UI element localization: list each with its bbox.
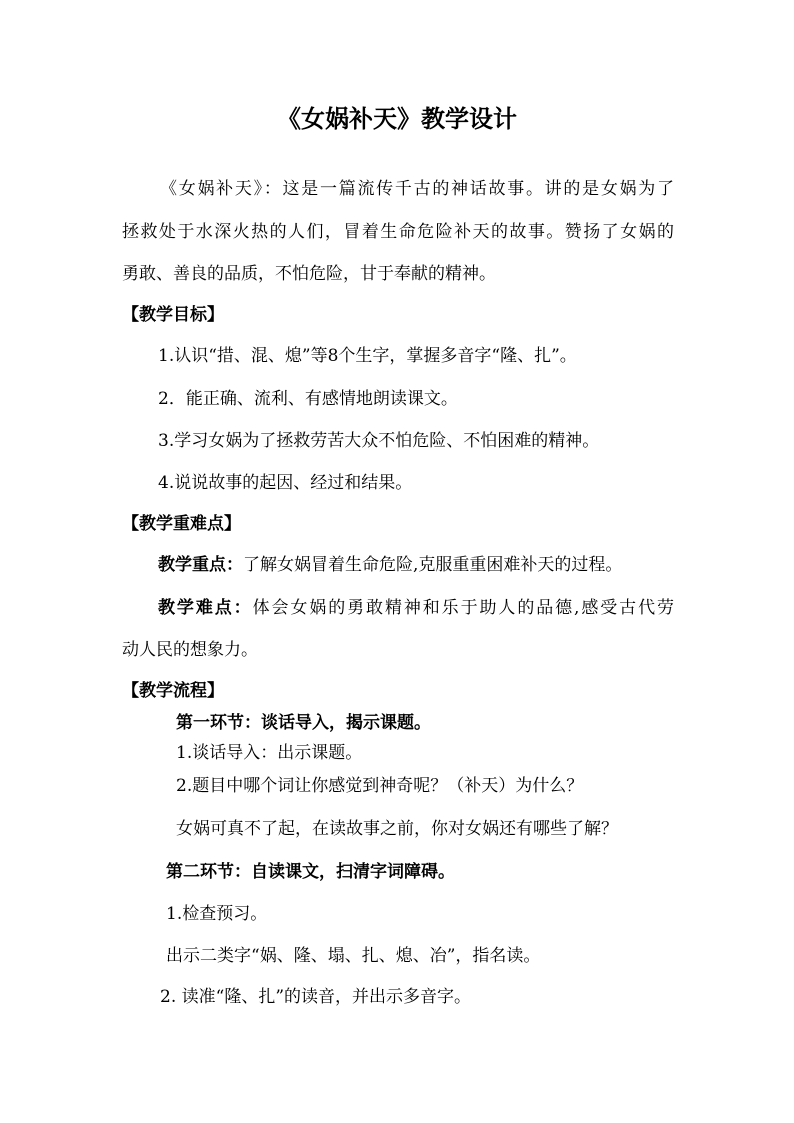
keypoints-heading: 【教学重难点】	[122, 514, 241, 534]
focus-label: 教学重点：	[158, 555, 243, 575]
difficulty-line-1	[158, 597, 674, 619]
document-title: 《女娲补天》教学设计	[277, 104, 517, 133]
step1-item-3: 女娲可真不了起，在读故事之前，你对女娲还有哪些了解？	[176, 819, 618, 839]
intro-line-2: 拯救处于水深火热的人们，冒着生命危险补天的故事。赞扬了女娲的	[122, 222, 674, 242]
step1-title: 第一环节：谈话导入，揭示课题。	[176, 713, 431, 733]
goal-item-4: 4.说说故事的起因、经过和结果。	[158, 473, 413, 493]
goal-item-1: 1.认识“措、混、熄”等8个生字，掌握多音字“隆、扎”。	[158, 346, 577, 366]
focus-text: 了解女娲冒着生命危险,克服重重困难补天的过程。	[243, 555, 623, 575]
goal-item-3: 3.学习女娲为了拯救劳苦大众不怕危险、不怕困难的精神。	[158, 431, 600, 451]
process-heading: 【教学流程】	[122, 681, 224, 701]
goals-heading: 【教学目标】	[122, 305, 224, 325]
step2-item-1: 1.检查预习。	[166, 904, 268, 924]
step2-item-3: 2. 读准“隆、扎”的读音，并出示多音字。	[160, 987, 472, 1007]
step1-item-1: 1.谈话导入：出示课题。	[176, 743, 363, 763]
step2-item-2: 出示二类字“娲、隆、塌、扎、熄、冶”，指名读。	[166, 946, 541, 966]
step2-title: 第二环节：自读课文，扫清字词障碍。	[166, 862, 455, 882]
difficulty-text-1: 体会女娲的勇敢精神和乐于助人的品德,感受古代劳	[252, 598, 675, 618]
intro-line-1: 《女娲补天》：这是一篇流传千古的神话故事。讲的是女娲为了	[160, 179, 674, 199]
difficulty-label: 教学难点：	[158, 598, 253, 618]
goal-item-2: 2．能正确、流利、有感情地朗读课文。	[158, 389, 458, 409]
intro-line-3: 勇敢、善良的品质，不怕危险，甘于奉献的精神。	[122, 264, 496, 284]
step1-item-2: 2.题目中哪个词让你感觉到神奇呢？（补天）为什么？	[176, 776, 584, 796]
focus-line	[158, 554, 622, 576]
difficulty-line-2: 动人民的想象力。	[122, 640, 258, 660]
